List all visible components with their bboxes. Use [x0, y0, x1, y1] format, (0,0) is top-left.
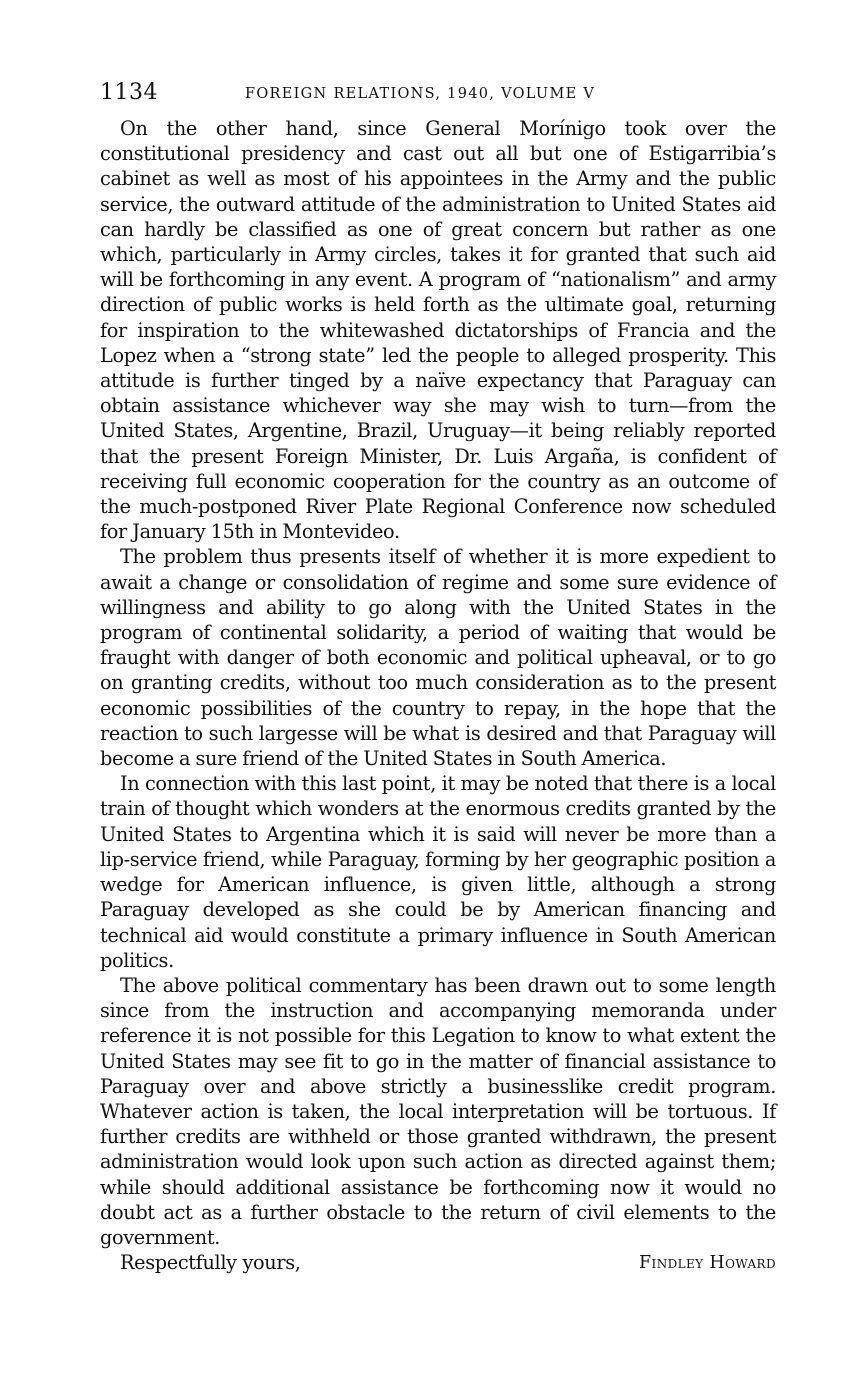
- running-title: FOREIGN RELATIONS, 1940, VOLUME V: [245, 86, 596, 102]
- paragraph-4: The above political commentary has been drawn out to some length since from the instruction and accompanying memoranda under reference it is not possible for this Legation to know to what extent the United States may see fit to go in the matter of financial assistance to Paraguay over and above strictly a businesslike credit program. Whatever action is taken, the local interpretation will be tortuous. If further credits are withheld or those granted withdrawn, the present administration would look upon such action as directed against them; while should additional assistance be forthcoming now it would no doubt act as a further obstacle to the return of civil elements to the government.: [100, 973, 776, 1249]
- paragraph-3: In connection with this last point, it may be noted that there is a local train of thought which wonders at the enormous credits granted by the United States to Argentina which it is said will never be more than a lip-service friend, while Paraguay, forming by her geographic position a wedge for American influence, is given little, although a strong Paraguay developed as she could be by American financing and technical aid would constitute a primary influence in South American politics.: [100, 772, 776, 972]
- paragraph-2: The problem thus presents itself of whether it is more expedient to await a change or consolidation of regime and some sure evidence of willingness and ability to go along with the United States in the program of continental solidarity, a period of waiting that would be fraught with danger of both economic and political upheaval, or to go on granting credits, without too much consideration as to the present economic possibilities of the country to repay, in the hope that the reaction to such largesse will be what is desired and that Paraguay will become a sure friend of the United States in South America.: [100, 545, 776, 771]
- letter-closing: [100, 1250, 776, 1276]
- signature: Findley Howard: [639, 1253, 776, 1274]
- paragraph-1: On the other hand, since General Morínigo took over the constitutional presidency and cast out all but one of Estigarribia’s cabinet as well as most of his appointees in the Army and the public service, the outward attitude of the administration to United States aid can hardly be classified as one of great concern but rather as one which, particularly in Army circles, takes it for granted that such aid will be forthcoming in any event. A program of “nationalism” and army direction of public works is held forth as the ultimate goal, returning for inspiration to the whitewashed dictatorships of Francia and the Lopez when a “strong state” led the people to alleged prosperity. This attitude is further tinged by a naïve expectancy that Paraguay can obtain assistance whichever way she may wish to turn—from the United States, Argentine, Brazil, Uruguay—it being reliably reported that the present Foreign Minister, Dr. Luis Argaña, is confident of receiving full economic cooperation for the country as an outcome of the much-postponed River Plate Regional Conference now scheduled for January 15th in Montevideo.: [100, 117, 776, 544]
- page-number: 1134: [100, 80, 158, 105]
- running-head: [100, 80, 776, 116]
- letter-body: [100, 116, 776, 1250]
- closing-salutation: Respectfully yours,: [120, 1251, 301, 1275]
- document-page: [100, 80, 776, 1276]
